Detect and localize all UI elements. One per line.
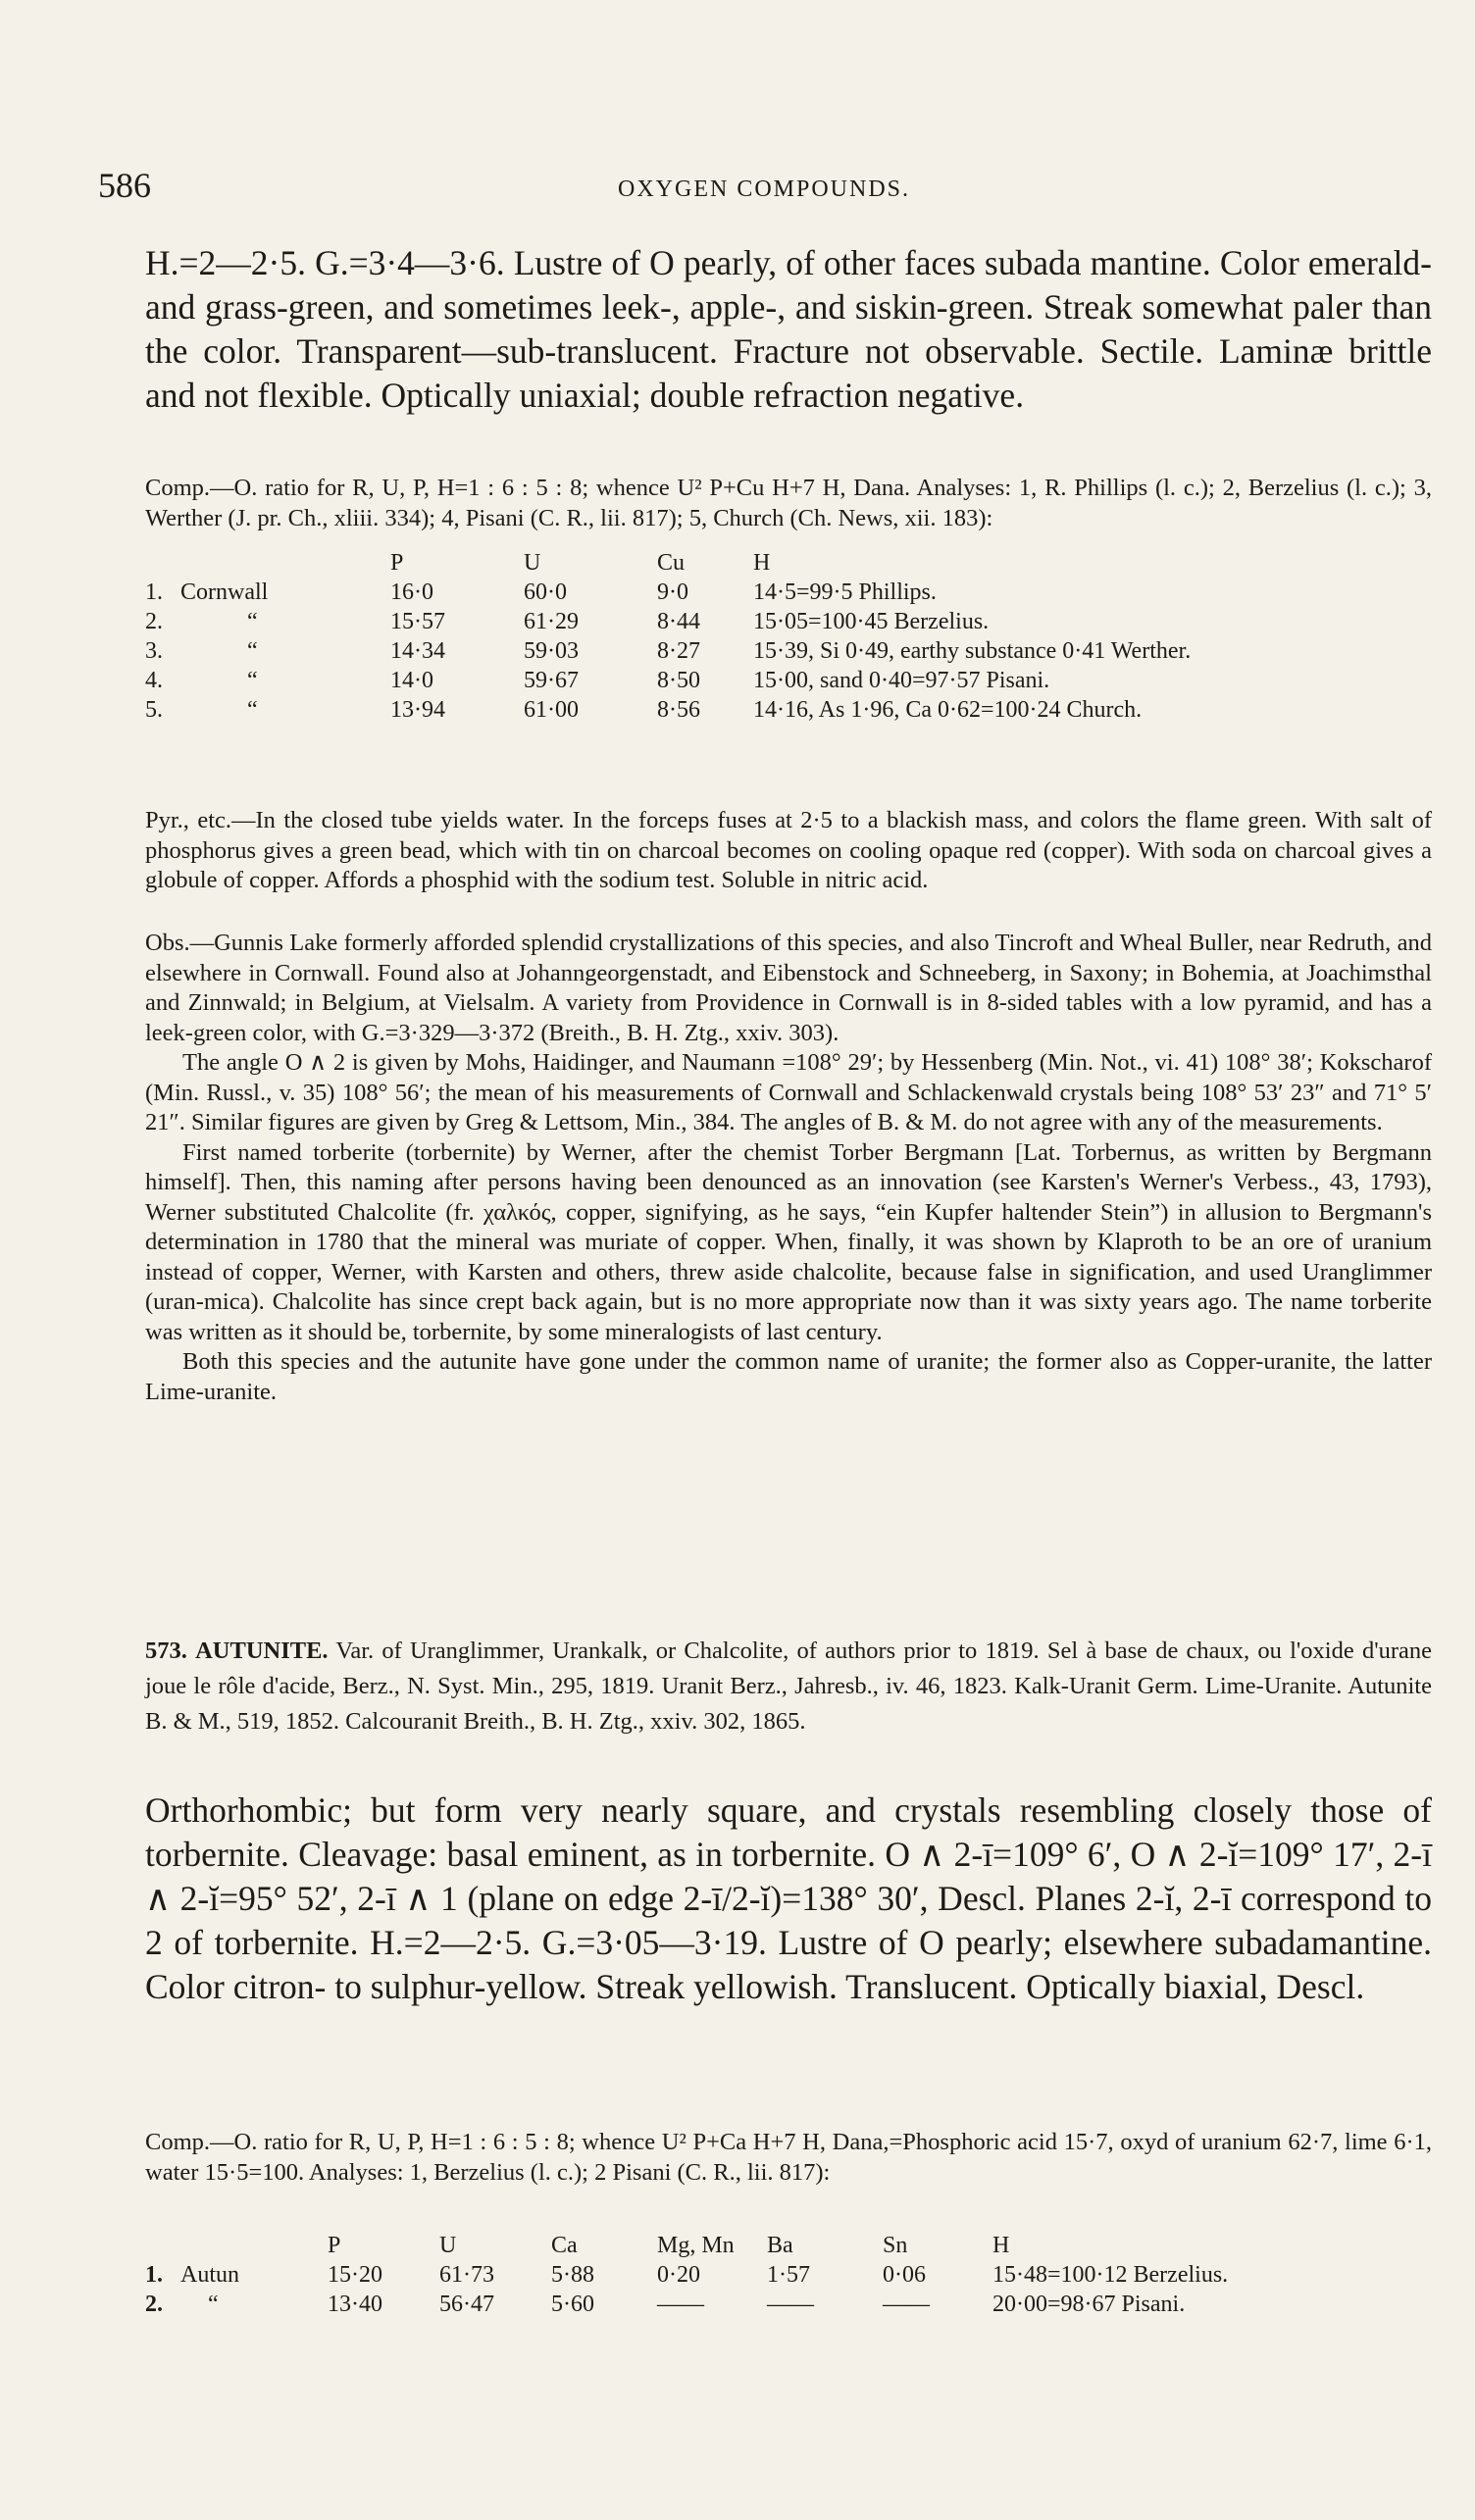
table-cell: 13·94 — [390, 697, 445, 723]
table-cell: 15·20 — [328, 2262, 382, 2288]
table-cell: 14·16, As 1·96, Ca 0·62=100·24 Church. — [753, 697, 1143, 723]
locality-cell: Cornwall — [180, 580, 269, 605]
locality-cell: Autun — [180, 2262, 239, 2288]
table-cell: 59·03 — [524, 638, 579, 664]
column-header: P — [390, 550, 404, 576]
locality-cell: “ — [247, 609, 258, 634]
analysis-table-2 — [145, 2224, 1228, 2318]
locality-cell: “ — [247, 697, 258, 723]
physical-properties-paragraph: H.=2—2·5. G.=3·4—3·6. Lustre of O pearly, of other faces subada mantine. Color emerald- and grass-green, and sometimes leek-, apple-, and siskin-green. Streak somewhat paler than the color. Transparent—sub-translucent. Fracture not observable. Sectile. Laminæ brittle and not flexible. Optically uniaxial; double refraction negative. — [145, 243, 1432, 415]
table-cell: —— — [767, 2292, 814, 2317]
table-cell: 14·34 — [390, 638, 445, 664]
table-cell: 1·57 — [767, 2262, 810, 2288]
table-cell: 14·0 — [390, 668, 433, 693]
table-cell: 15·05=100·45 Berzelius. — [753, 609, 990, 634]
row-number: 1. — [145, 580, 163, 605]
table-cell: 15·39, Si 0·49, earthy substance 0·41 Werther. — [753, 638, 1192, 664]
locality-cell: “ — [247, 638, 258, 664]
table-row — [145, 606, 1191, 635]
page-header — [98, 165, 1432, 210]
column-header: Sn — [883, 2233, 908, 2258]
column-header: Mg, Mn — [657, 2233, 735, 2258]
table-cell: 15·00, sand 0·40=97·57 Pisani. — [753, 668, 1050, 693]
locality-cell: “ — [247, 668, 258, 693]
composition-text: Comp.—O. ratio for R, U, P, H=1 : 6 : 5 : 8; whence U² P+Cu H+7 H, Dana. Analyses: 1, R. Phillips (l. c.); 2, Berzelius (l. c.); 3, Werther (J. pr. Ch., xliii. 334); 4, Pisani (C. R., lii. 817); 5, Church (Ch. News, xii. 183): — [145, 475, 1432, 531]
table-cell: 56·47 — [439, 2292, 494, 2317]
table-cell: —— — [883, 2292, 930, 2317]
analysis-table-1 — [145, 541, 1191, 724]
species-number: 573. — [145, 1638, 187, 1664]
table-cell: 13·40 — [328, 2292, 382, 2317]
intro-section — [145, 241, 1432, 418]
autunite-synonymy-block — [145, 1634, 1432, 1739]
table-header-row — [145, 2224, 1228, 2259]
composition-note — [145, 474, 1432, 533]
table-header-row — [145, 541, 1191, 577]
table-cell: 9·0 — [657, 580, 688, 605]
table-cell: 5·88 — [551, 2262, 594, 2288]
table-cell: 0·20 — [657, 2262, 700, 2288]
column-header: Ca — [551, 2233, 578, 2258]
table-cell: 0·06 — [883, 2262, 926, 2288]
table-cell: —— — [657, 2292, 704, 2317]
autunite-description — [145, 1789, 1432, 2009]
column-header: Ba — [767, 2233, 793, 2258]
table-cell: 61·00 — [524, 697, 579, 723]
table-cell: 15·57 — [390, 609, 445, 634]
pyrognostics-text: Pyr., etc.—In the closed tube yields water. In the forceps fuses at 2·5 to a blackish mass, and colors the flame green. With salt of phosphorus gives a green bead, which with tin on charcoal becomes on cooling opaque red (copper). With soda on charcoal gives a globule of copper. Affords a phosphid with the sodium test. Soluble in nitric acid. — [145, 807, 1432, 893]
row-number: 3. — [145, 638, 163, 664]
column-header: P — [328, 2233, 341, 2258]
autunite-composition — [145, 2128, 1432, 2188]
running-title: OXYGEN COMPOUNDS. — [618, 176, 911, 202]
row-number: 2. — [145, 2292, 163, 2317]
table-cell: 20·00=98·67 Pisani. — [992, 2292, 1186, 2317]
row-number: 4. — [145, 668, 163, 693]
column-header: U — [524, 550, 541, 576]
table-row — [145, 2289, 1228, 2318]
observations-paragraph: Obs.—Gunnis Lake formerly afforded splendid crystallizations of this species, and also Tincroft and Wheal Buller, near Redruth, and elsewhere in Cornwall. Found also at Johanngeorgenstadt, and Eibenstock and Schneeberg, in Saxony; in Bohemia, at Joachimsthal and Zinnwald; in Belgium, at Vielsalm. A variety from Providence in Cornwall is in 8-sided tables with a low pyramid, and has a leek-green color, with G.=3·329—3·372 (Breith., B. H. Ztg., xxiv. 303). — [145, 930, 1432, 1046]
table-cell: 8·44 — [657, 609, 700, 634]
species-name: AUTUNITE. — [195, 1638, 329, 1664]
pyrognostics-section — [145, 806, 1432, 896]
row-number: 5. — [145, 697, 163, 723]
locality-cell: “ — [208, 2292, 219, 2317]
column-header: Cu — [657, 550, 686, 576]
column-header: H — [753, 550, 771, 576]
angle-paragraph: The angle O ∧ 2 is given by Mohs, Haidinger, and Naumann =108° 29′; by Hessenberg (Min. Not., vi. 41) 108° 38′; Kokscharof (Min. Russl., v. 35) 108° 56′; the mean of his measurements of Cornwall and Schlackenwald crystals being 108° 53′ 23″ and 71° 5′ 21″. Similar figures are given by Greg & Lettsom, Min., 384. The angles of B. & M. do not agree with any of the measurements. — [145, 1049, 1432, 1135]
table-cell: 5·60 — [551, 2292, 594, 2317]
table-cell: 59·67 — [524, 668, 579, 693]
species-synonymy: Var. of Uranglimmer, Urankalk, or Chalcolite, of authors prior to 1819. Sel à base de chaux, ou l'oxide d'urane joue le rôle d'acide, Berz., N. Syst. Min., 295, 1819. Uranit Berz., Jahresb., iv. 46, 1823. Kalk-Uranit Germ. Lime-Uranite. Autunite B. & M., 519, 1852. Calcouranit Breith., B. H. Ztg., xxiv. 302, 1865. — [145, 1638, 1433, 1735]
row-number: 2. — [145, 609, 163, 634]
autunite-entry — [145, 1634, 1432, 1739]
analysis-table-1-wrap — [145, 541, 1432, 724]
table-row — [145, 665, 1191, 694]
row-number: 1. — [145, 2262, 163, 2288]
table-cell: 16·0 — [390, 580, 433, 605]
table-cell: 60·0 — [524, 580, 567, 605]
column-header: H — [992, 2233, 1010, 2258]
table-cell: 61·29 — [524, 609, 579, 634]
table-cell: 8·27 — [657, 638, 700, 664]
table-row — [145, 577, 1191, 606]
table-row — [145, 635, 1191, 665]
autunite-description-text: Orthorhombic; but form very nearly square, and crystals resembling closely those of torbernite. Cleavage: basal eminent, as in torbernite. O ∧ 2-ī=109° 6′, O ∧ 2-ĭ=109° 17′, 2-ī ∧ 2-ĭ=95° 52′, 2-ī ∧ 1 (plane on edge 2-ī/2-ĭ)=138° 30′, Descl. Planes 2-ĭ, 2-ī correspond to 2 of torbernite. H.=2—2·5. G.=3·05—3·19. Lustre of O pearly; elsewhere subadamantine. Color citron- to sulphur-yellow. Streak yellowish. Translucent. Optically biaxial, Descl. — [145, 1790, 1432, 2006]
table-cell: 8·50 — [657, 668, 700, 693]
page-number: 586 — [98, 166, 151, 205]
table-row — [145, 694, 1191, 724]
autunite-composition-text: Comp.—O. ratio for R, U, P, H=1 : 6 : 5 : 8; whence U² P+Ca H+7 H, Dana,=Phosphoric acid 15·7, oxyd of uranium 62·7, lime 6·1, water 15·5=100. Analyses: 1, Berzelius (l. c.); 2 Pisani (C. R., lii. 817): — [145, 2129, 1432, 2186]
table-cell: 15·48=100·12 Berzelius. — [992, 2262, 1229, 2288]
column-header: U — [439, 2233, 457, 2258]
table-cell: 14·5=99·5 Phillips. — [753, 580, 937, 605]
uranite-paragraph: Both this species and the autunite have gone under the common name of uranite; the former also as Copper-uranite, the latter Lime-uranite. — [145, 1348, 1432, 1405]
naming-paragraph: First named torberite (torbernite) by Werner, after the chemist Torber Bergmann [Lat. Torbernus, as written by Bergmann himself]. Then, this naming after persons having been denounced as an innovation (see Karsten's Werner's Verbess., 43, 1793), Werner substituted Chalcolite (fr. χαλκός, copper, signifying, as he says, “ein Kupfer haltender Stein”) in allusion to Bergmann's determination in 1780 that the mineral was muriate of copper. When, finally, it was shown by Klaproth to be an ore of uranium instead of copper, Werner, with Karsten and others, threw aside chalcolite, because false in signification, and used Uranglimmer (uran-mica). Chalcolite has since crept back again, but is no more appropriate now than it was sixty years ago. The name torberite was written as it should be, torbernite, by some mineralogists of last century. — [145, 1138, 1432, 1345]
observations-section — [145, 929, 1432, 1407]
table-cell: 8·56 — [657, 697, 700, 723]
analysis-table-2-wrap — [145, 2224, 1432, 2318]
table-row — [145, 2259, 1228, 2289]
table-cell: 61·73 — [439, 2262, 494, 2288]
